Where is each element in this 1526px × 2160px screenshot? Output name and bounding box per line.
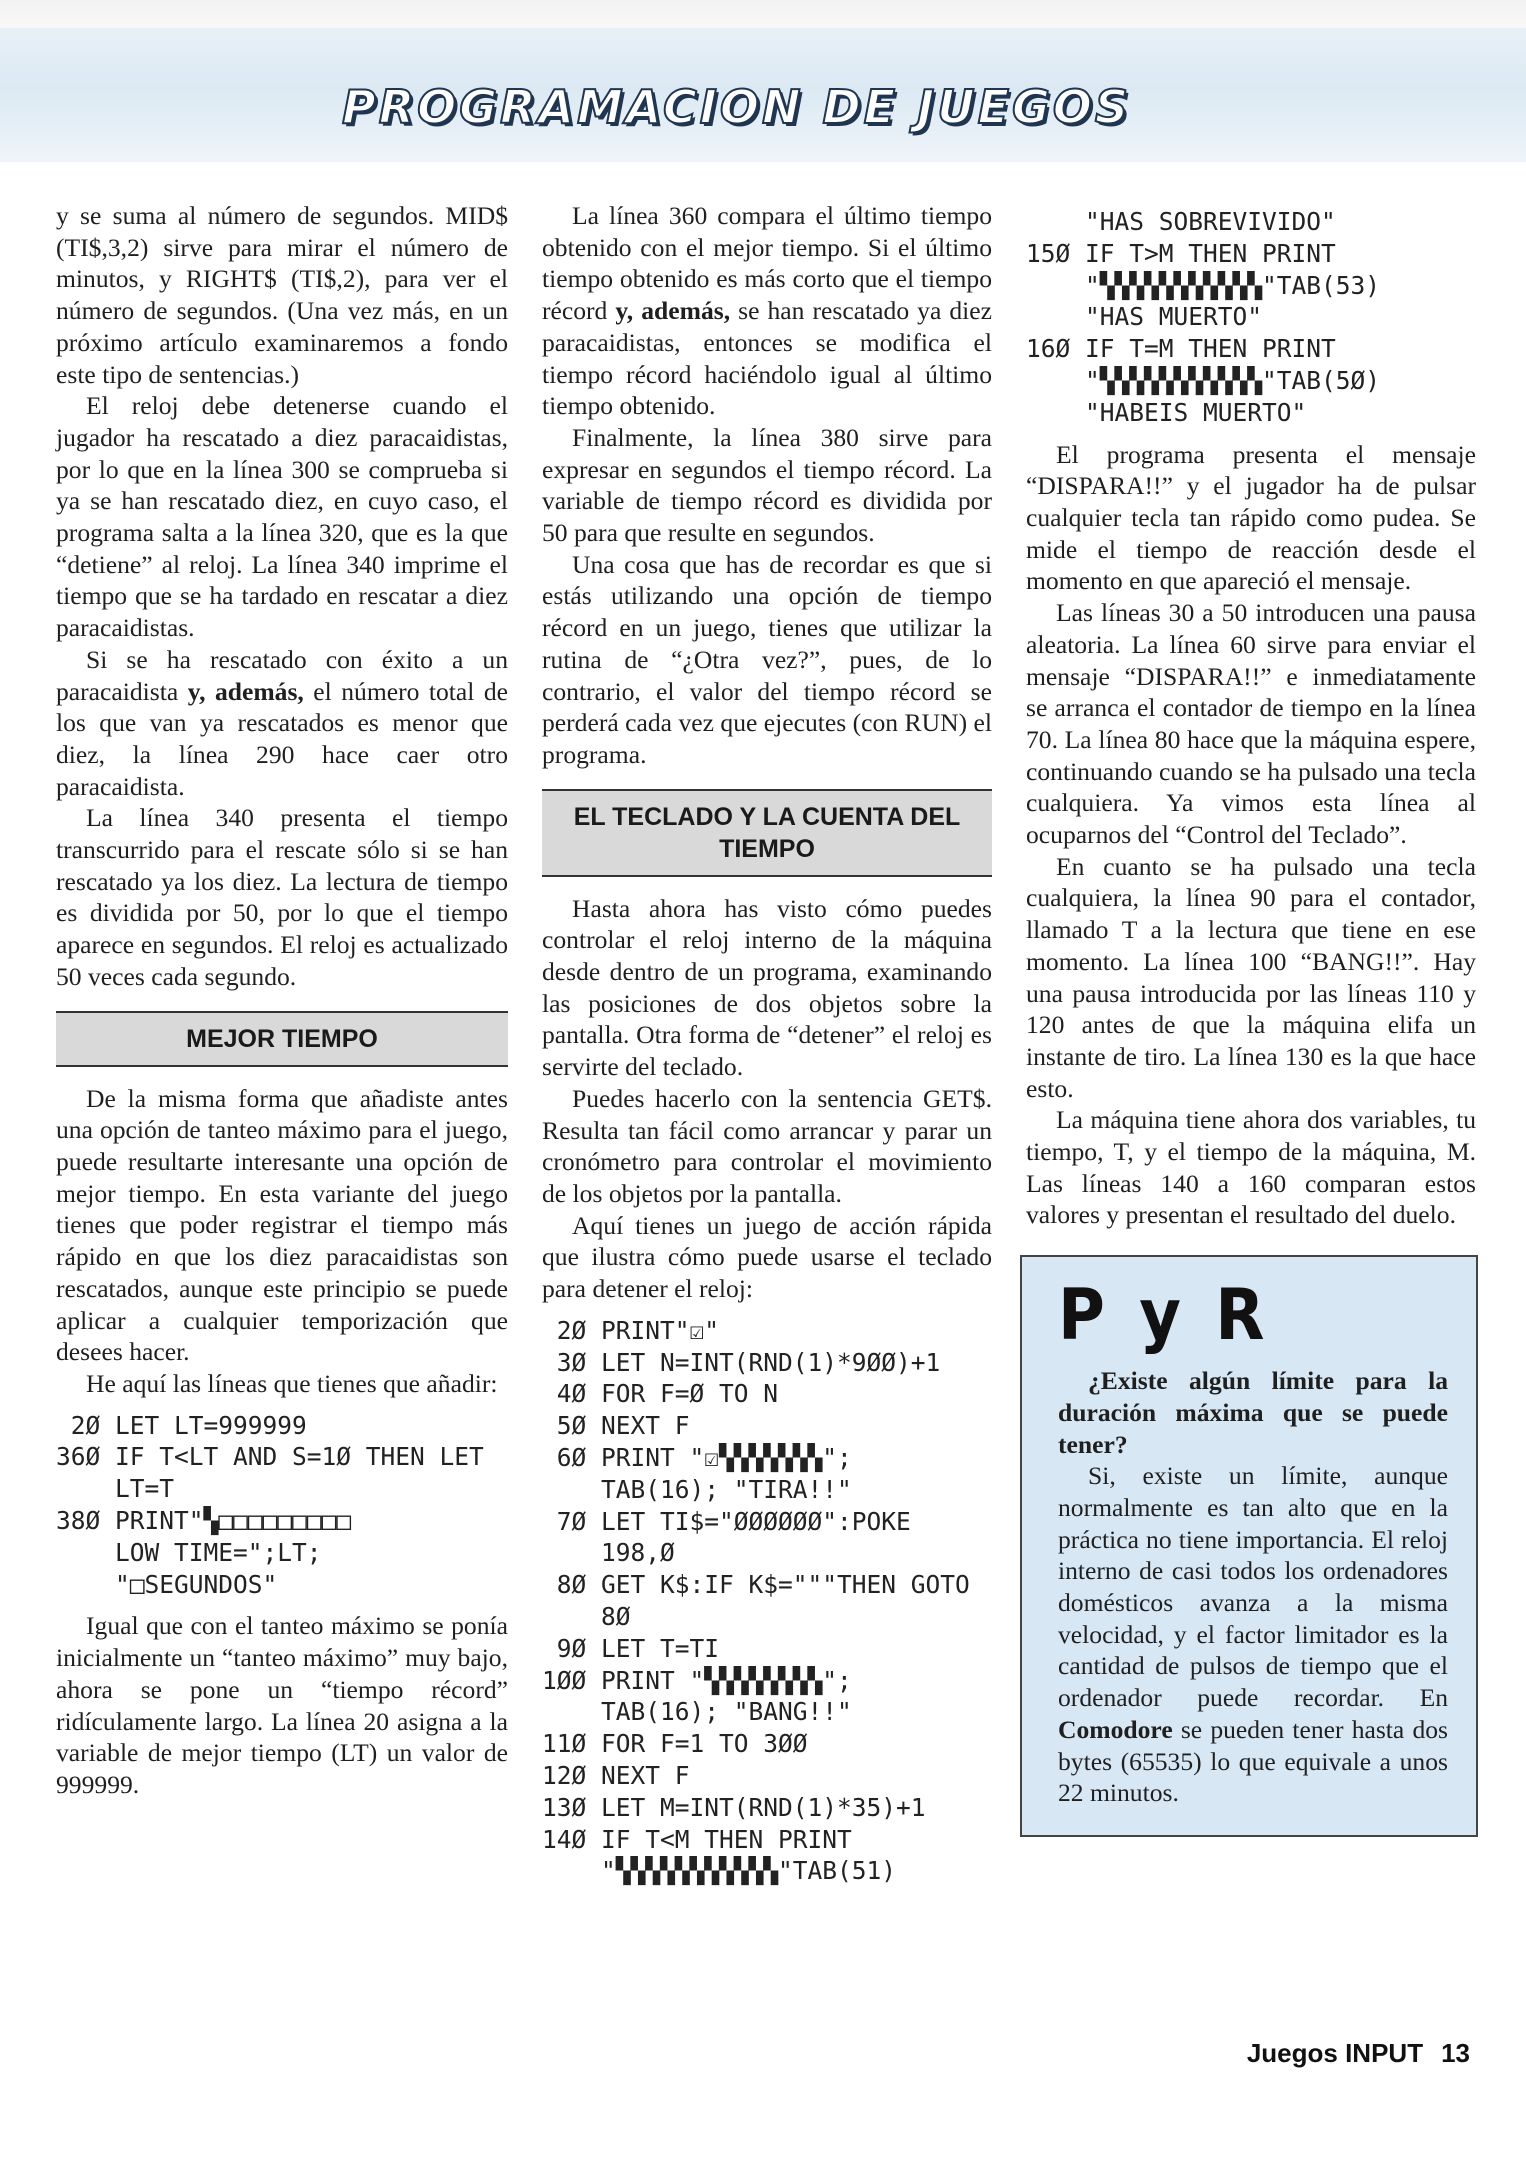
section-heading-mejor-tiempo: MEJOR TIEMPO <box>56 1011 508 1067</box>
paragraph: El reloj debe detenerse cuando el jugador ha rescatado a diez paracaidistas, por lo que en la línea 300 se comprueba si ya se han rescatado diez, en cuyo caso, el programa salta a la línea 320, que es la que “detiene” al reloj. La línea 340 imprime el tiempo que se ha tardado en rescatar a diez paracaidistas. <box>56 391 508 643</box>
bold-text: y, además, <box>187 676 304 706</box>
column-1 <box>56 200 508 1801</box>
paragraph: La línea 340 presenta el tiempo transcurrido para el rescate sólo si se han rescatado ya los diez. La lectura de tiempo es dividida por 50, por lo que el tiempo aparece en segundos. El reloj es actualizado 50 veces cada segundo. <box>56 803 508 991</box>
code-listing: 2Ø PRINT"☑" 3Ø LET N=INT(RND(1)*9ØØ)+1 4Ø FOR F=Ø TO N 5Ø NEXT F 6Ø PRINT "☑▚▚▚▚▚▚▚"; TAB(16); "TIRA!!" 7Ø LET TI$="ØØØØØØ":POKE 198,Ø 8Ø GET K$:IF K$="""THEN GOTO 8Ø 9Ø LET T=TI 1ØØ PRINT "▚▚▚▚▚▚▚▚"; TAB(16); "BANG!!" 11Ø FOR F=1 TO 3ØØ 12Ø NEXT F 13Ø LET M=INT(RND(1)*35)+1 14Ø IF T<M THEN PRINT "▚▚▚▚▚▚▚▚▚▚▚"TAB(51) <box>542 1315 970 1886</box>
footer <box>1247 2038 1470 2069</box>
paragraph: En cuanto se ha pulsado una tecla cualquiera, la línea 90 para el contador, llamado T a la lectura que tiene en ese momento. La línea 100 “BANG!!”. Hay una pausa introducida por las líneas 110 y 120 antes de que la máquina elifa un instante de tiro. La línea 130 es la que hace esto. <box>1026 851 1476 1103</box>
pyr-answer <box>1058 1460 1448 1809</box>
paragraph: y se suma al número de segundos. MID$ (TI$,3,2) sirve para mirar el número de minutos, y RIGHT$ (TI$,2), para ver el número de segundos. (Una vez más, en un próximo artículo examinaremos a fondo este tipo de sentencias.) <box>56 201 508 389</box>
text: el número total de los que van ya rescatados es menor que diez, la línea 290 hace caer otro paracaidista. <box>56 676 508 801</box>
text: La línea 360 compara el último tiempo obtenido con el mejor tiempo. Si el último tiempo obtenido es más corto que el tiempo récord <box>542 201 992 326</box>
paragraph: Una cosa que has de recordar es que si estás utilizando una opción de tiempo récord en un juego, tienes que utilizar la rutina de “¿Otra vez?”, pues, de lo contrario, el valor del tiempo récord se perderá cada vez que ejecutes (con RUN) el programa. <box>542 549 992 769</box>
paragraph <box>56 644 508 803</box>
code-listing: 2Ø LET LT=999999 36Ø IF T<LT AND S=1Ø THEN LET LT=T 38Ø PRINT"▚□□□□□□□□□ LOW TIME=";LT; "□SEGUNDOS" <box>56 1410 484 1599</box>
text: Si se ha rescatado con éxito a un paracaidista <box>56 644 508 706</box>
pyr-box <box>1020 1255 1478 1837</box>
page-number: 13 <box>1441 2038 1470 2068</box>
paragraph: La máquina tiene ahora dos variables, tu tiempo, T, y el tiempo de la máquina, M. Las líneas 140 a 160 comparan estos valores y presentan el resultado del duelo. <box>1026 1105 1476 1230</box>
text: se pueden tener hasta dos bytes (65535) lo que equivale a unos 22 minutos. <box>1058 1714 1448 1808</box>
footer-label: Juegos INPUT <box>1246 2038 1424 2068</box>
paragraph <box>542 200 992 422</box>
paragraph: He aquí las líneas que tienes que añadir: <box>86 1368 498 1398</box>
paragraph: Igual que con el tanteo máximo se ponía inicialmente un “tanteo máximo” muy bajo, ahora se pone un “tiempo récord” ridículamente largo. La línea 20 asigna a la variable de mejor tiempo (LT) un valor de 999999. <box>56 1611 508 1799</box>
paragraph: Las líneas 30 a 50 introducen una pausa aleatoria. La línea 60 sirve para enviar el mensaje “DISPARA!!” e inmediatamente se arranca el contador de tiempo en la línea 70. La línea 80 hace que la máquina espere, continuando cuando se ha pulsado una tecla cualquiera. Ya vimos esta línea al ocuparnos del “Control del Teclado”. <box>1026 598 1476 850</box>
column-2 <box>542 200 992 1897</box>
text: Si, existe un límite, aunque normalmente es tan alto que en la práctica no tiene importancia. El reloj interno de casi todos los ordenadores domésticos avanza a la misma velocidad, y el factor limitador es la cantidad de pulsos de tiempo que el ordenador puede recordar. En <box>1058 1461 1448 1713</box>
paragraph: El programa presenta el mensaje “DISPARA!!” y el jugador ha de pulsar cualquier tecla tan rápido como pudea. Se mide el tiempo de reacción desde el momento en que apareció el mensaje. <box>1026 439 1476 596</box>
paragraph: Puedes hacerlo con la sentencia GET$. Resulta tan fácil como arrancar y parar un cronómetro para controlar el movimiento de los objetos por la pantalla. <box>542 1083 992 1208</box>
bold-text: y, además, <box>615 296 731 326</box>
text: se han rescatado ya diez paracaidistas, entonces se modifica el tiempo récord haciéndolo igual al último tiempo obtenido. <box>542 296 992 421</box>
section-heading-teclado: EL TECLADO Y LA CUENTA DEL TIEMPO <box>542 789 992 877</box>
paragraph: De la misma forma que añadiste antes una opción de tanteo máximo para el juego, puede resultarte interesante una opción de mejor tiempo. En esta variante del juego tienes que poder registrar el tiempo más rápido en que los diez paracaidistas son rescatados, aunque este principio se puede aplicar a cualquier temporización que desees hacer. <box>56 1083 508 1367</box>
paragraph: Hasta ahora has visto cómo puedes controlar el reloj interno de la máquina desde dentro de un programa, examinando las posiciones de dos objetos sobre la pantalla. Otra forma de “detener” el reloj es servirte del teclado. <box>542 893 992 1082</box>
bold-text: Comodore <box>1058 1714 1173 1744</box>
pyr-question: ¿Existe algún límite para la duración máxima que se puede tener? <box>1058 1366 1448 1459</box>
pyr-title: P y R <box>1058 1275 1271 1357</box>
column-3 <box>1026 200 1476 1837</box>
paragraph: Aquí tienes un juego de acción rápida que ilustra cómo puede usarse el teclado para detener el reloj: <box>542 1210 992 1304</box>
page-header-title: PROGRAMACION DE JUEGOS <box>342 80 1131 134</box>
paragraph: Finalmente, la línea 380 sirve para expresar en segundos el tiempo récord. La variable de tiempo récord es dividida por 50 para que resulte en segundos. <box>542 422 992 548</box>
code-listing: "HAS SOBREVIVIDO" 15Ø IF T>M THEN PRINT "▚▚▚▚▚▚▚▚▚▚▚"TAB(53) "HAS MUERTO" 16Ø IF T=M THEN PRINT "▚▚▚▚▚▚▚▚▚▚▚"TAB(5Ø) "HABEIS MUERTO" <box>1026 207 1381 427</box>
